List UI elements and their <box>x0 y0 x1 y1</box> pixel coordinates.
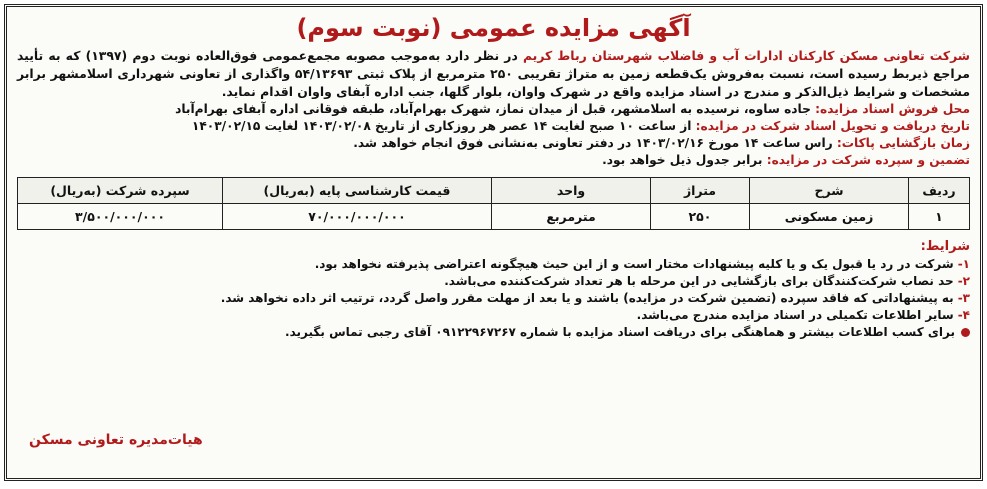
condition-item <box>17 256 970 273</box>
header-area: متراژ <box>651 178 750 204</box>
condition-text: سایر اطلاعات تکمیلی در اسناد مزایده مندرج می‌باشد. <box>636 308 954 322</box>
cell-unit: مترمربع <box>492 204 651 230</box>
bullet-icon <box>961 328 970 337</box>
conditions-title: شرایط: <box>920 239 970 254</box>
cell-base-price: ۷۰/۰۰۰/۰۰۰/۰۰۰ <box>223 204 492 230</box>
detail-value: راس ساعت ۱۴ مورخ ۱۴۰۳/۰۲/۱۶ در دفتر تعاونی به‌نشانی فوق انجام خواهد شد. <box>353 136 837 150</box>
intro-text: در نظر دارد به‌موجب مصوبه مجمع‌عمومی فوق‌العاده نوبت دوم (۱۳۹۷) که به تأیید مراجع ذیربط رسیده است، نسبت به‌فروش یک‌قطعه زمین به متراژ تقریبی ۲۵۰ مترمربع از پلاک ثبتی ۵۴/۱۳۶۹۳ واگذاری از تعاونی شهرداری اسلامشهر برابر مشخصات و شرایط ذیل‌الذکر و مندرج در اسناد مزایده واقع در شهرک واوان، بلوار گلها، جنب اداره آبفای واوان اقدام نماید. <box>17 48 970 99</box>
detail-label: زمان بازگشایی پاکات: <box>836 136 970 150</box>
condition-text: حد نصاب شرکت‌کنندگان برای بازگشایی در این مرحله با هر تعداد شرکت‌کننده می‌باشد. <box>444 274 954 288</box>
table-row <box>18 204 970 230</box>
detail-deposit <box>17 152 970 169</box>
cell-row-number: ۱ <box>909 204 970 230</box>
detail-label: محل فروش اسناد مزایده: <box>815 102 970 116</box>
cell-description: زمین مسکونی <box>750 204 909 230</box>
detail-label: تاریخ دریافت و تحویل اسناد شرکت در مزایده: <box>695 119 970 133</box>
condition-item <box>17 273 970 290</box>
signature: هیات‌مدیره تعاونی مسکن <box>29 432 203 448</box>
detail-label: تضمین و سپرده شرکت در مزایده: <box>766 153 970 167</box>
cell-deposit: ۳/۵۰۰/۰۰۰/۰۰۰ <box>18 204 223 230</box>
header-unit: واحد <box>492 178 651 204</box>
contact-text: برای کسب اطلاعات بیشتر و هماهنگی برای دریافت اسناد مزایده با شماره ۰۹۱۲۲۹۶۷۲۶۷ آقای رجبی تماس بگیرید. <box>285 325 955 339</box>
condition-number: ۳- <box>957 291 970 305</box>
detail-value: جاده ساوه، نرسیده به اسلامشهر، قبل از میدان نماز، شهرک بهرام‌آباد، طبقه فوقانی اداره آبفای بهرام‌آباد <box>175 102 816 116</box>
contact-line <box>17 324 970 341</box>
organization-name: شرکت تعاونی مسکن کارکنان ادارات آب و فاضلاب شهرستان رباط کریم <box>522 48 970 63</box>
header-base-price: قیمت کارشناسی پایه (به‌ریال) <box>223 178 492 204</box>
auction-notice <box>4 4 983 481</box>
condition-number: ۱- <box>957 257 970 271</box>
detail-opening-time <box>17 135 970 152</box>
cell-area: ۲۵۰ <box>651 204 750 230</box>
detail-sales-location <box>17 101 970 118</box>
condition-number: ۲- <box>957 274 970 288</box>
intro-paragraph <box>17 47 970 101</box>
items-table <box>17 177 970 230</box>
table-header-row <box>18 178 970 204</box>
condition-number: ۴- <box>957 308 970 322</box>
condition-item <box>17 290 970 307</box>
header-row-number: ردیف <box>909 178 970 204</box>
detail-receive-dates <box>17 118 970 135</box>
condition-item <box>17 307 970 324</box>
detail-value: از ساعت ۱۰ صبح لغایت ۱۴ عصر هر روزکاری از تاریخ ۱۴۰۳/۰۲/۰۸ لغایت ۱۴۰۳/۰۲/۱۵ <box>191 119 696 133</box>
notice-title: آگهی مزایده عمومی (نوبت سوم) <box>296 14 691 42</box>
header-deposit: سپرده شرکت (به‌ریال) <box>18 178 223 204</box>
condition-text: به پیشنهاداتی که فاقد سپرده (تضمین شرکت در مزایده) باشند و یا بعد از مهلت مقرر واصل گردد، ترتیب اثر داده نخواهد شد. <box>220 291 954 305</box>
condition-text: شرکت در رد یا قبول یک و یا کلیه پیشنهادات مختار است و از این حیث هیچگونه اعتراضی پذیرفته نخواهد بود. <box>314 257 954 271</box>
detail-value: برابر جدول ذیل خواهد بود. <box>602 153 767 167</box>
header-description: شرح <box>750 178 909 204</box>
